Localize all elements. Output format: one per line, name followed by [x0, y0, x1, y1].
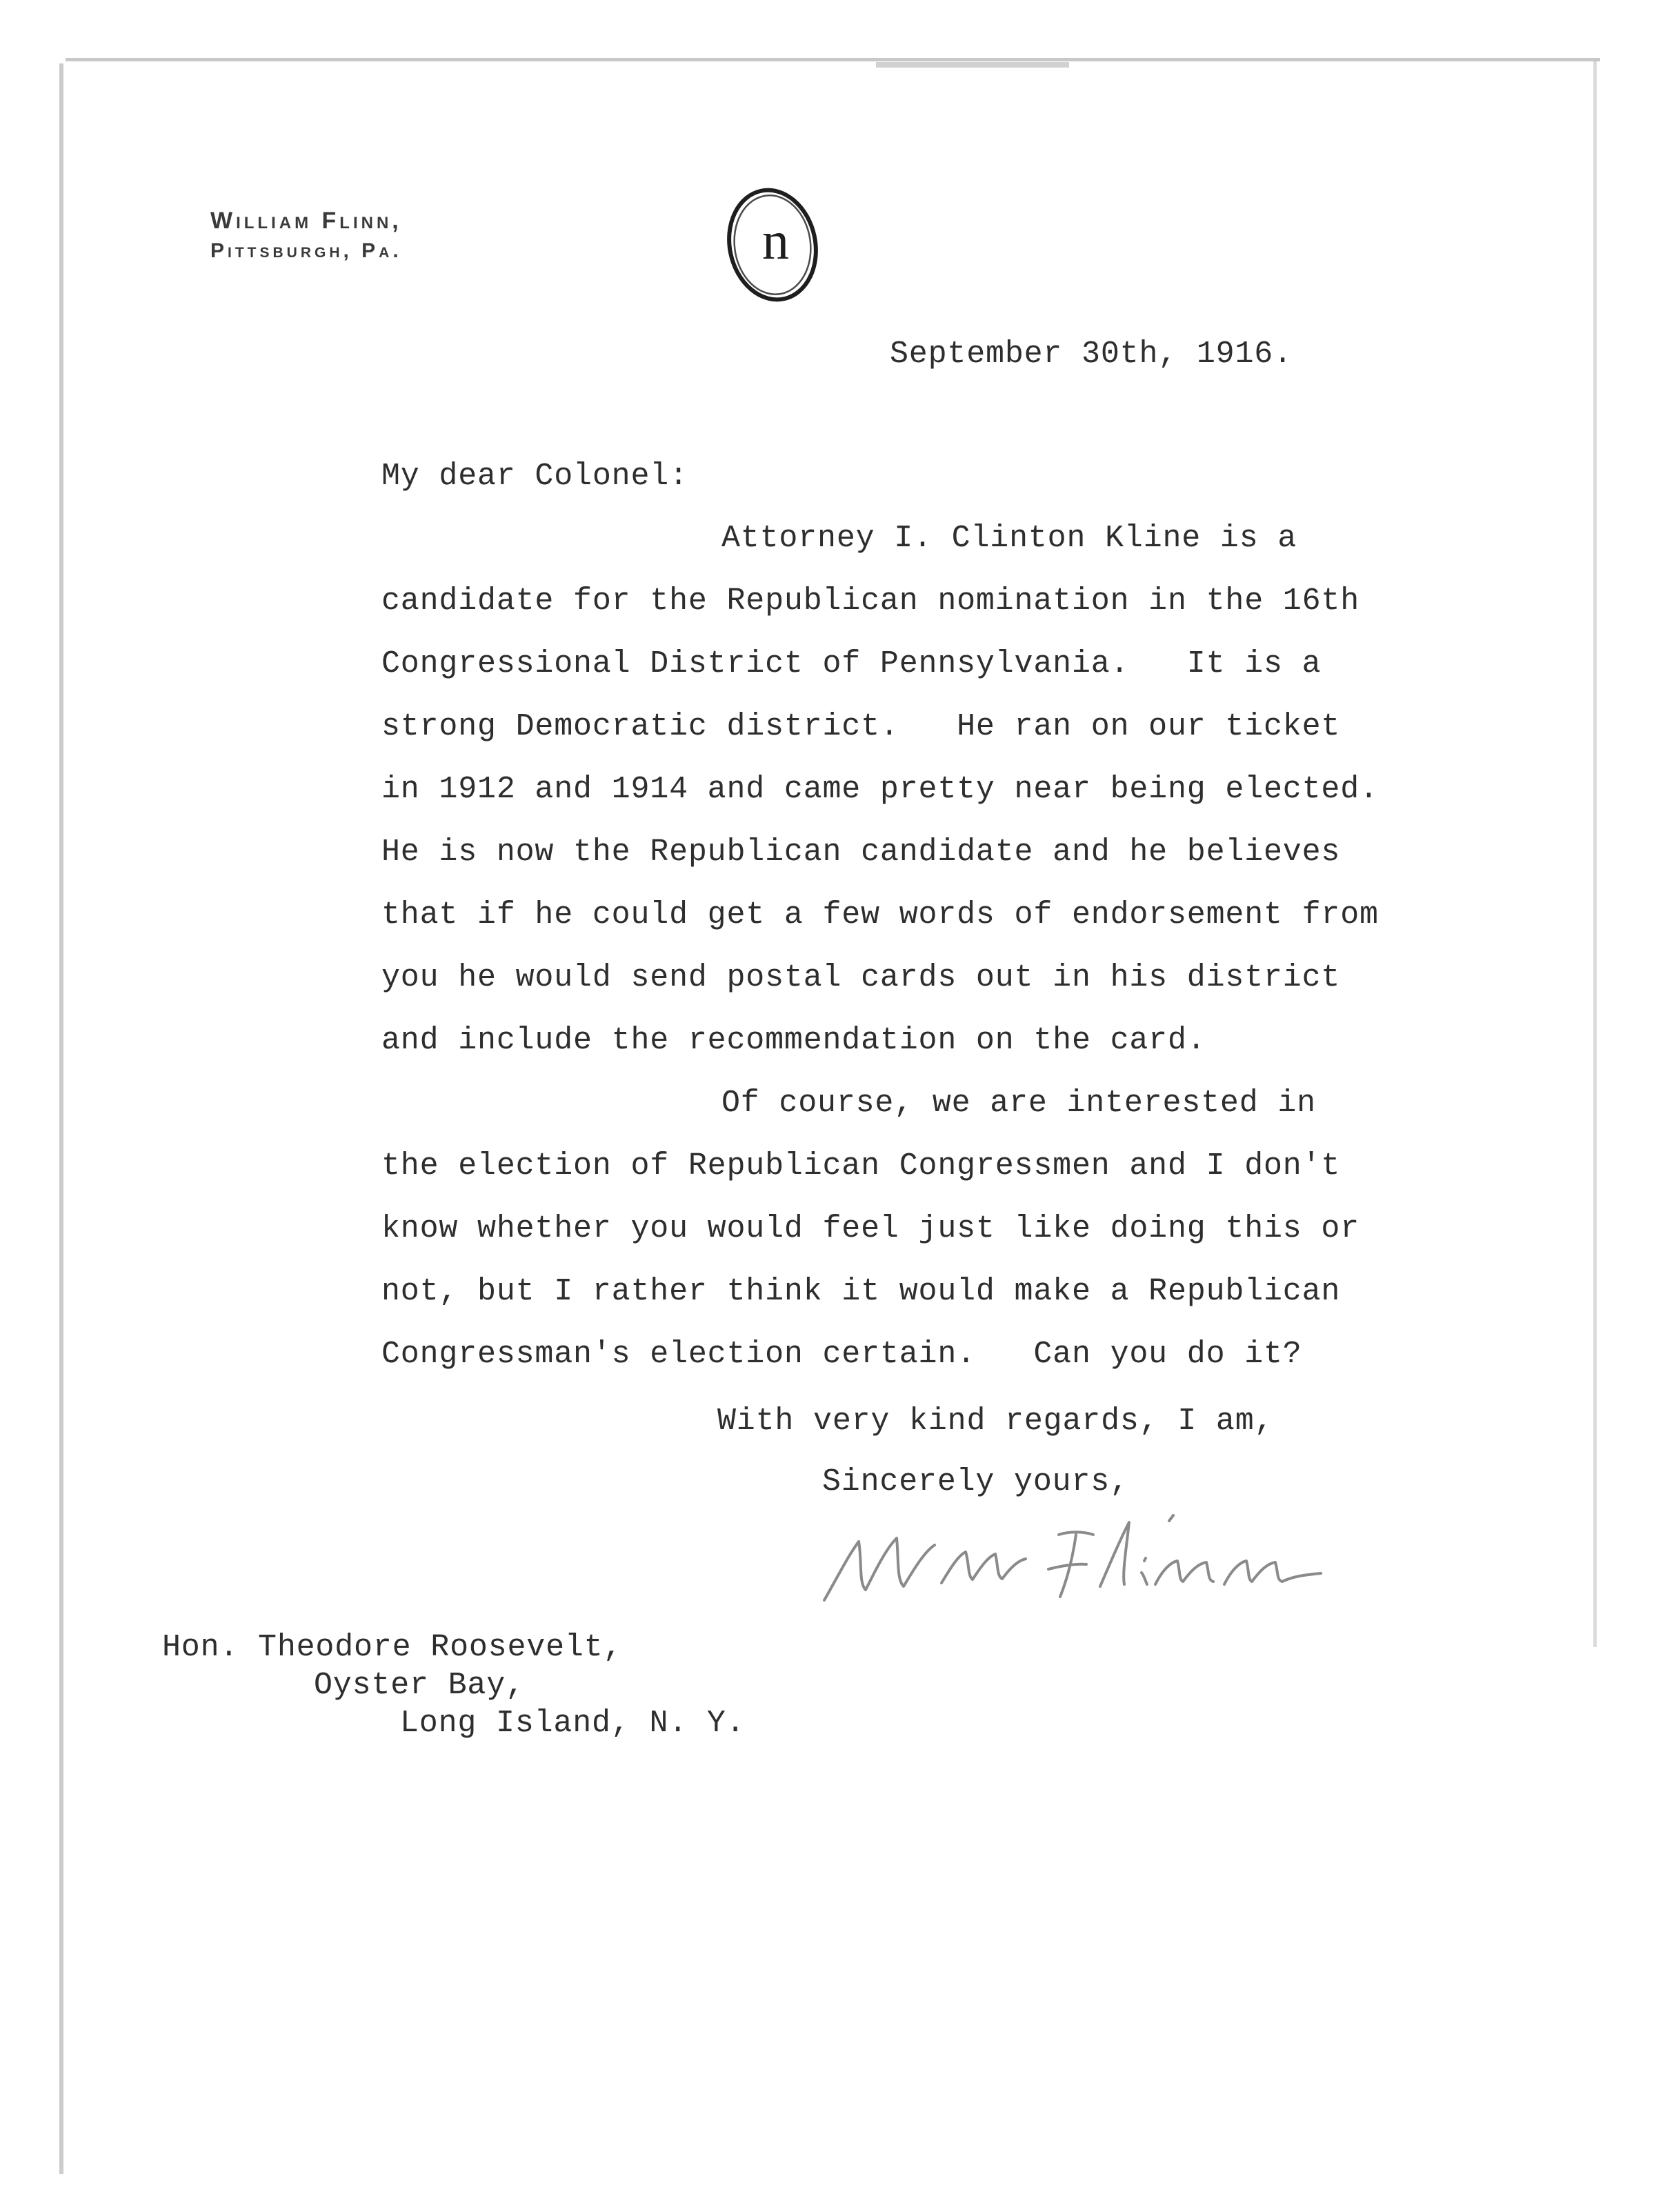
body-line: He is now the Republican candidate and he believes	[381, 835, 1341, 870]
body-line: and include the recommendation on the card.	[381, 1023, 1206, 1058]
recipient-town: Oyster Bay,	[314, 1668, 525, 1703]
paper-right-edge	[1593, 61, 1597, 1647]
body-line: know whether you would feel just like doing this or	[381, 1211, 1360, 1246]
body-line: Congressman's election certain. Can you do it?	[381, 1337, 1302, 1372]
body-line: that if he could get a few words of endorsement from	[381, 897, 1379, 933]
paper-top-edge	[66, 58, 1600, 61]
stamp-mark: n	[762, 210, 789, 270]
body-line: in 1912 and 1914 and came pretty near being elected.	[381, 772, 1379, 807]
body-line: you he would send postal cards out in his district	[381, 960, 1341, 995]
paper-left-edge	[59, 63, 63, 2174]
handwritten-signature	[810, 1507, 1431, 1611]
letterhead-city: Pittsburgh, Pa.	[210, 239, 402, 262]
recipient-name: Hon. Theodore Roosevelt,	[162, 1630, 623, 1665]
body-line: not, but I rather think it would make a Republican	[381, 1274, 1341, 1309]
recipient-region: Long Island, N. Y.	[400, 1706, 746, 1741]
circled-mark-stamp	[714, 176, 831, 314]
salutation: My dear Colonel:	[381, 459, 688, 494]
paper-edge-smudge	[876, 62, 1069, 68]
body-line: Congressional District of Pennsylvania. It is a	[381, 646, 1322, 681]
body-line: the election of Republican Congressmen and I don't	[381, 1148, 1341, 1184]
body-line: strong Democratic district. He ran on our ticket	[381, 709, 1341, 744]
letter-body	[381, 521, 1379, 1399]
letterhead	[210, 206, 402, 266]
closing-line: With very kind regards, I am,	[717, 1404, 1274, 1439]
signature-text: Wm Flinn	[810, 1507, 814, 1508]
body-line: candidate for the Republican nomination in the 16th	[381, 584, 1360, 619]
letter-date: September 30th, 1916.	[890, 337, 1293, 372]
recipient-address	[162, 1631, 745, 1744]
complimentary-close: Sincerely yours,	[822, 1464, 1129, 1499]
body-line: Attorney I. Clinton Kline is a	[721, 521, 1297, 556]
body-line: Of course, we are interested in	[721, 1086, 1316, 1121]
letterhead-name: William Flinn,	[210, 208, 402, 234]
